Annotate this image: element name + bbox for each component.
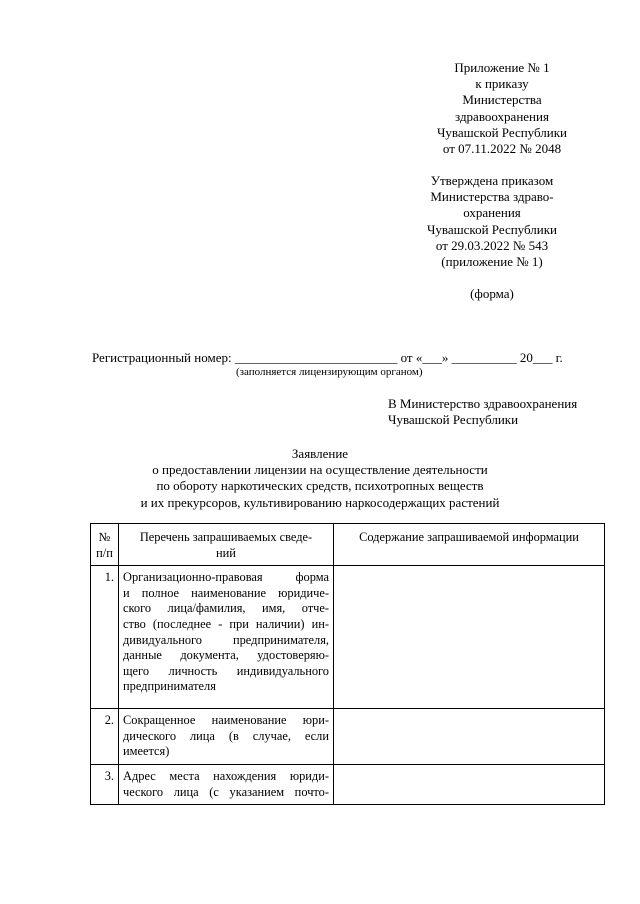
annex-line: Чувашской Республики (436, 124, 568, 140)
info-table (90, 523, 605, 805)
row-content-field[interactable] (334, 764, 605, 804)
recipient-block (388, 396, 577, 428)
row-content-field[interactable] (334, 709, 605, 765)
row-description-line: дивидуального предпринимателя, (123, 632, 329, 647)
row-content-field[interactable] (334, 566, 605, 709)
approval-line: Чувашской Республики (426, 221, 558, 237)
row-description-line: дического лица (в случае, если (123, 728, 329, 743)
header-num (91, 524, 119, 566)
table-row (91, 566, 605, 709)
row-number: 3. (91, 764, 119, 804)
approval-line: (приложение № 1) (441, 254, 543, 270)
row-number: 2. (91, 709, 119, 765)
registration-number-line: Регистрационный номер: _________________________ от «___» __________ 20___ г. (92, 350, 563, 365)
row-description-line: Сокращенное наименование юри- (123, 713, 329, 728)
annex-line: здравоохранения (455, 108, 549, 124)
row-description (119, 566, 334, 709)
annex-line: к приказу (475, 76, 529, 92)
table-row (91, 764, 605, 804)
annex-header (402, 60, 602, 157)
header-list-line: ний (216, 545, 236, 560)
recipient-line: Чувашской Республики (388, 412, 519, 427)
row-description-line: щего личность индивидуального (123, 663, 329, 678)
row-description-line: предпринимателя (123, 679, 216, 694)
approval-header (392, 173, 592, 270)
recipient-line: В Министерство здравоохранения (388, 396, 578, 411)
header-list (119, 524, 334, 566)
title-line: и их прекурсоров, культивированию наркосодержащих растений (140, 494, 500, 510)
header-num-line: № (98, 530, 111, 544)
approval-line: Министерства здраво- (430, 189, 554, 205)
header-list-line: Перечень запрашиваемых сведе- (139, 530, 313, 544)
title-line: по обороту наркотических средств, психотропных веществ (156, 478, 484, 494)
header-num-line: п/п (96, 545, 113, 560)
registration-note: (заполняется лицензирующим органом) (236, 366, 423, 378)
form-label: (форма) (470, 286, 514, 301)
row-description-line: Организационно-правовая форма (123, 570, 329, 585)
annex-line: от 07.11.2022 № 2048 (442, 141, 562, 157)
annex-line: Министерства (462, 92, 542, 108)
header-content: Содержание запрашиваемой информации (334, 524, 605, 566)
approval-line: охранения (463, 205, 521, 221)
table-row (91, 709, 605, 765)
approval-line: от 29.03.2022 № 543 (435, 237, 549, 253)
row-description-line: данные документа, удостоверяю- (123, 648, 329, 663)
document-title (120, 446, 520, 511)
title-line: о предоставлении лицензии на осуществление деятельности (152, 462, 488, 478)
row-description-line: ство (последнее - при наличии) ин- (123, 616, 329, 631)
approval-line: Утверждена приказом (430, 173, 554, 188)
annex-line: Приложение № 1 (454, 60, 550, 75)
row-description-line: имеется) (123, 744, 170, 759)
row-description (119, 764, 334, 804)
row-description-line: ческого лица (с указанием почто- (123, 784, 329, 799)
table-header-row (91, 524, 605, 566)
title-line: Заявление (291, 446, 349, 461)
row-description-line: Адрес места нахождения юриди- (123, 768, 329, 783)
row-description-line: ского лица/фамилия, имя, отче- (123, 601, 329, 616)
row-description (119, 709, 334, 765)
row-number: 1. (91, 566, 119, 709)
row-description-line: и полное наименование юридиче- (123, 585, 329, 600)
